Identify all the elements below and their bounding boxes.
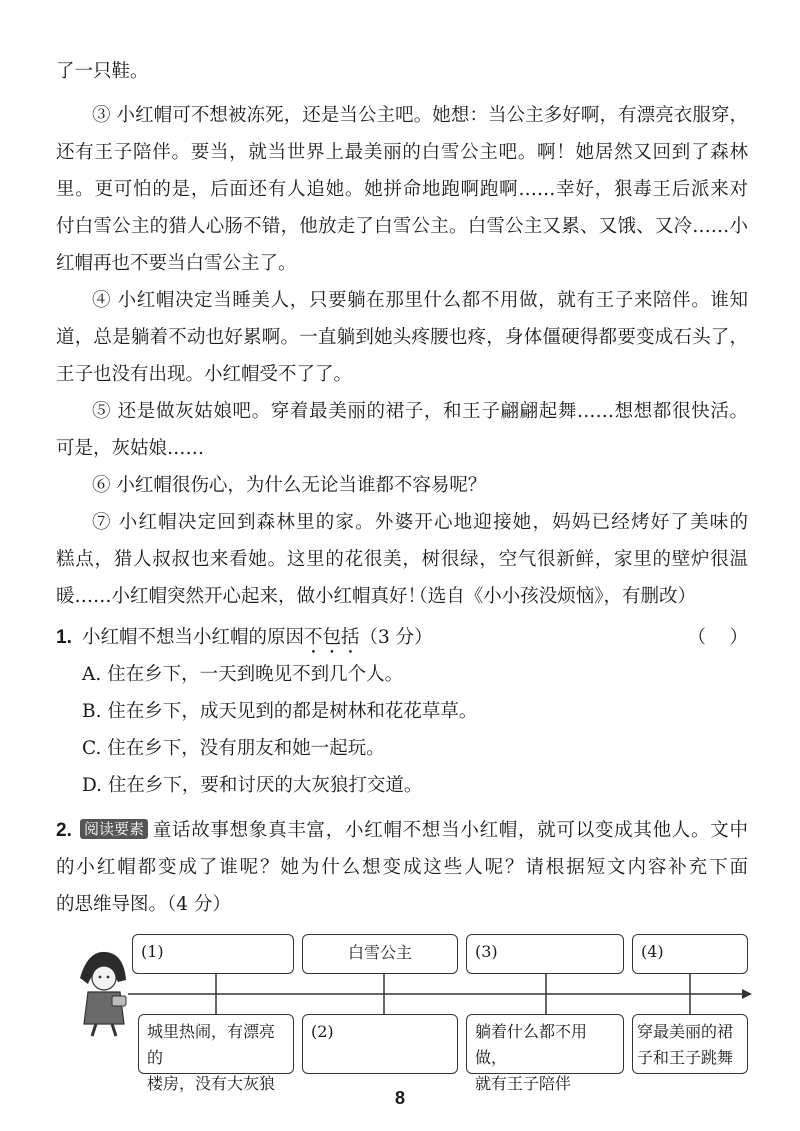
option-d[interactable]: D. 住在乡下，要和讨厌的大灰狼打交道。	[82, 775, 423, 796]
girl-icon	[80, 952, 126, 1036]
reading-element-tag: 阅读要素	[80, 819, 148, 839]
question-2-line: 的小红帽都变成了谁呢？她为什么想变成这些人呢？请根据短文内容补充下面	[56, 857, 748, 878]
story-line: 了一只鞋。	[56, 61, 149, 82]
paragraph-3-line: ③ 小红帽可不想被冻死，还是当公主吧。她想：当公主多好啊，有漂亮衣服穿，	[92, 105, 748, 126]
reason-line: 子和王子跳舞	[637, 1048, 734, 1067]
paragraph-4-line: 道，总是躺着不动也好累啊。一直躺到她头疼腰也疼，身体僵硬得都要变成石头了，	[56, 327, 748, 348]
reason-line: 楼房，没有大灰狼	[147, 1074, 276, 1093]
paragraph-7-line: 糕点，猎人叔叔也来看她。这里的花很美，树很绿，空气很新鲜，家里的壁炉很温	[56, 549, 748, 570]
paragraph-3-line: 付白雪公主的猎人心肠不错，他放走了白雪公主。白雪公主又累、又饿、又冷……小	[56, 216, 748, 237]
question-2-number: 2.	[56, 820, 72, 841]
question-2-line: 的思维导图。（4 分）	[56, 894, 231, 915]
option-a[interactable]: A. 住在乡下，一天到晚见不到几个人。	[82, 664, 404, 685]
reason-line: 城里热闹，有漂亮的	[147, 1022, 276, 1067]
reason-line: 躺着什么都不用做，	[475, 1022, 588, 1067]
mindmap-top-box-2: 白雪公主	[302, 934, 458, 974]
mindmap-bottom-box-1	[138, 1014, 294, 1093]
mindmap-bottom-box-4	[632, 1014, 748, 1074]
question-1-emphasis: 不包括	[304, 627, 360, 648]
mindmap-top-box-1[interactable]: (1)	[132, 934, 294, 974]
page-number: 8	[394, 1088, 405, 1108]
option-b[interactable]: B. 住在乡下，成天见到的都是树林和花花草草。	[82, 701, 478, 722]
paragraph-7-text: 暖……小红帽突然开心起来，做小红帽真好！	[56, 586, 427, 607]
mindmap-bottom-box-2[interactable]	[302, 1014, 458, 1074]
reason-line: 穿最美丽的裙	[637, 1022, 734, 1041]
mindmap-top-box-4[interactable]: (4)	[632, 934, 748, 974]
paragraph-6-line: ⑥ 小红帽很伤心，为什么无论当谁都不容易呢？	[92, 475, 487, 496]
paragraph-4-line: 王子也没有出现。小红帽受不了了。	[56, 364, 353, 385]
question-1-number: 1.	[56, 627, 72, 648]
mindmap-bottom-box-3	[466, 1014, 624, 1093]
paragraph-5-line: ⑤ 还是做灰姑娘吧。穿着最美丽的裙子，和王子翩翩起舞……想想都很快活。	[92, 401, 748, 422]
paragraph-4-line: ④ 小红帽决定当睡美人，只要躺在那里什么都不用做，就有王子来陪伴。谁知	[92, 290, 748, 311]
paragraph-3-line: 里。更可怕的是，后面还有人追她。她拼命地跑啊跑啊……幸好，狠毒王后派来对	[56, 179, 748, 200]
source-citation: （选自《小小孩没烦恼》，有删改）	[409, 586, 696, 607]
reason-line: 就有王子陪伴	[475, 1074, 572, 1093]
reason-line: (2)	[311, 1022, 334, 1041]
paragraph-7-line: ⑦ 小红帽决定回到森林里的家。外婆开心地迎接她，妈妈已经烤好了美味的	[92, 512, 748, 533]
answer-bracket[interactable]: （ ）	[687, 627, 748, 648]
arrow-head-icon	[742, 989, 752, 999]
question-1-stem-start: 小红帽不想当小红帽的原因	[82, 627, 305, 648]
paragraph-3-line: 还有王子陪伴。要当，就当世界上最美丽的白雪公主吧。啊！她居然又回到了森林	[56, 142, 748, 163]
paragraph-3-line: 红帽再也不要当白雪公主了。	[56, 253, 297, 274]
mindmap-top-box-3[interactable]: (3)	[466, 934, 624, 974]
question-2-text: 童话故事想象真丰富，小红帽不想当小红帽，就可以变成其他人。文中	[152, 820, 748, 841]
question-1-score: （3 分）	[359, 627, 433, 648]
paragraph-5-line: 可是，灰姑娘……	[56, 438, 205, 459]
option-c[interactable]: C. 住在乡下，没有朋友和她一起玩。	[82, 738, 385, 759]
